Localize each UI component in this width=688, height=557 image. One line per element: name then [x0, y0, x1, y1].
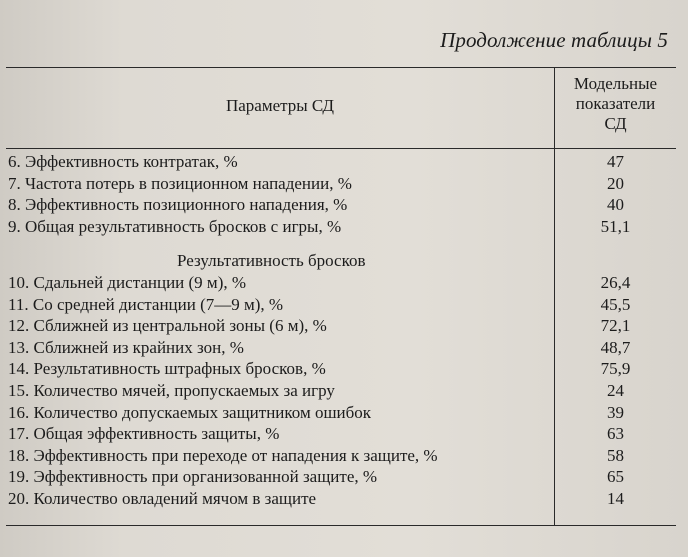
row-label: 20. Количество овладений мячом в защите	[8, 488, 317, 508]
row-value: 26,4	[600, 272, 631, 292]
row-value: 51,1	[600, 216, 631, 236]
row-value: 40	[607, 195, 624, 215]
row-value: 75,9	[600, 359, 631, 379]
table-row	[6, 466, 676, 488]
row-label: 17. Общая эффективность защиты, %	[8, 424, 280, 444]
data-table	[6, 67, 676, 526]
row-label: 11. Со средней дистанции (7—9 м), %	[8, 294, 284, 314]
section-spacer	[6, 237, 676, 250]
table-row	[6, 294, 676, 316]
row-value: 39	[607, 402, 624, 422]
table-row	[6, 216, 676, 238]
row-label: 7. Частота потерь в позиционном нападении, %	[8, 173, 352, 193]
row-value: 14	[607, 488, 624, 508]
row-value: 58	[607, 445, 624, 465]
row-value: 65	[607, 467, 624, 487]
table-row	[6, 272, 676, 294]
table-row	[6, 488, 676, 510]
table-row	[6, 173, 676, 195]
row-label: 19. Эффективность при организованной защите, %	[8, 467, 378, 487]
header-model-line-3: СД	[604, 114, 627, 133]
section-title: Результативность бросков	[177, 251, 366, 271]
table-row	[6, 151, 676, 173]
header-model-values	[555, 74, 676, 134]
row-label: 9. Общая результативность бросков с игры, %	[8, 216, 342, 236]
table-row	[6, 194, 676, 216]
row-label: 10. Сдальней дистанции (9 м), %	[8, 272, 247, 292]
table-row	[6, 315, 676, 337]
table-row	[6, 337, 676, 359]
row-value: 47	[607, 152, 624, 171]
table-row	[6, 358, 676, 380]
table-row	[6, 423, 676, 445]
row-label: 15. Количество мячей, пропускаемых за игру	[8, 380, 335, 400]
header-model-line-2: показатели	[575, 94, 656, 113]
table-row	[6, 445, 676, 467]
row-label: 18. Эффективность при переходе от нападения к защите, %	[8, 445, 438, 465]
header-model-line-1: Модельные	[573, 74, 658, 93]
row-value: 20	[607, 173, 624, 193]
row-label: 8. Эффективность позиционного нападения, %	[8, 195, 348, 215]
row-label: 13. Сближней из крайних зон, %	[8, 337, 244, 357]
row-label: 16. Количество допускаемых защитником ошибок	[8, 402, 372, 422]
table-caption: Продолжение таблицы 5	[440, 28, 668, 52]
row-value: 63	[607, 424, 624, 444]
table-body	[6, 151, 676, 510]
header-divider	[6, 148, 676, 149]
row-value: 72,1	[600, 316, 631, 336]
row-value: 24	[607, 380, 624, 400]
row-label: 14. Результативность штрафных бросков, %	[8, 359, 326, 379]
header-parameters: Параметры СД	[225, 96, 335, 115]
table-row	[6, 380, 676, 402]
row-label: 12. Сближней из центральной зоны (6 м), %	[8, 316, 327, 336]
row-label: 6. Эффективность контратак, %	[8, 152, 238, 171]
table-row	[6, 402, 676, 424]
row-value: 48,7	[600, 337, 631, 357]
row-value: 45,5	[600, 294, 631, 314]
